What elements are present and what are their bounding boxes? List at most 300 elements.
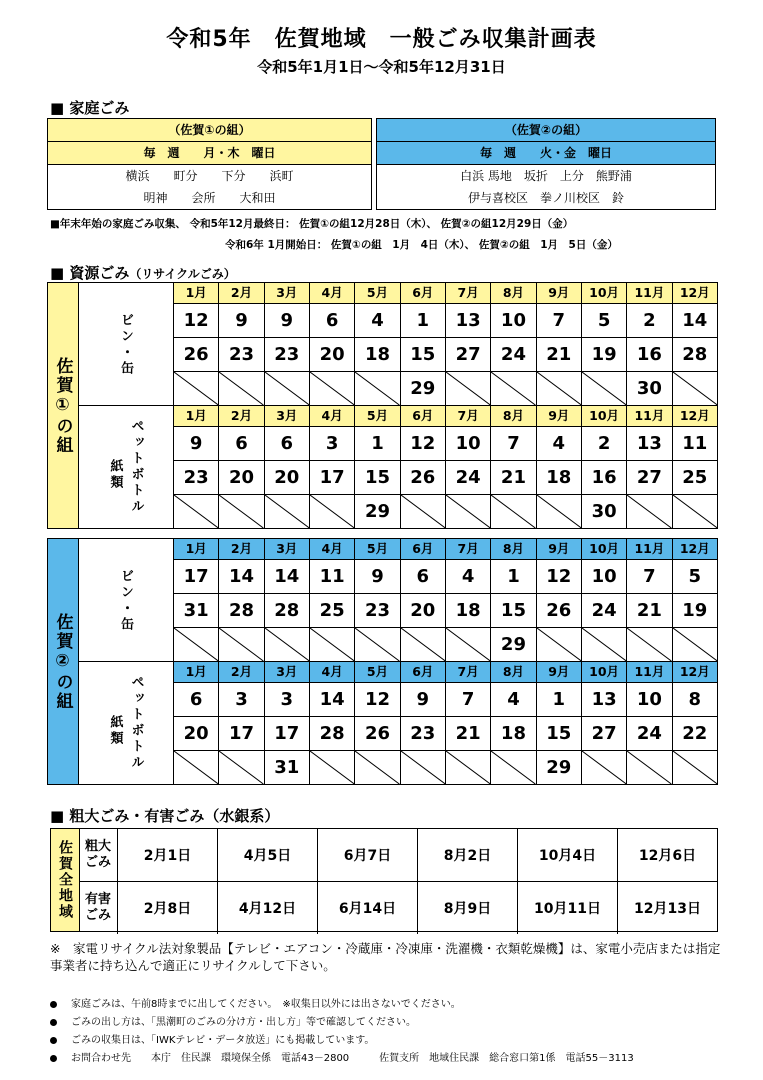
month-header: 9月 — [536, 406, 581, 426]
empty-cell — [581, 750, 626, 784]
hazardous-row-label: 有害ごみ — [84, 892, 111, 923]
month-header: 7月 — [445, 539, 490, 559]
bulky-date: 8月9日 — [417, 882, 517, 934]
collection-date: 19 — [581, 337, 626, 371]
collection-date: 28 — [218, 593, 263, 627]
month-header: 2月 — [218, 283, 263, 303]
bullet-dot-icon — [50, 1019, 57, 1026]
info-bullet — [50, 995, 461, 1010]
collection-date: 24 — [626, 716, 671, 750]
hazardous-row — [79, 881, 717, 934]
collection-date: 29 — [354, 494, 399, 528]
month-header: 3月 — [264, 662, 309, 682]
empty-cell — [218, 494, 263, 528]
household-heading: ■ 家庭ごみ — [50, 99, 130, 117]
slash-mark — [401, 628, 445, 661]
slash-mark — [582, 751, 626, 784]
month-header: 6月 — [400, 283, 445, 303]
info-bullet — [50, 1049, 634, 1064]
month-header: 5月 — [354, 283, 399, 303]
slash-mark — [673, 628, 717, 661]
bulky-date: 2月8日 — [117, 882, 217, 934]
category-pet-label: ペットボトル — [128, 675, 144, 771]
slash-mark — [582, 628, 626, 661]
collection-date: 7 — [626, 559, 671, 593]
collection-date: 8 — [672, 682, 717, 716]
empty-cell — [445, 627, 490, 661]
section-divider — [78, 661, 717, 662]
collection-date: 30 — [626, 371, 671, 405]
bullet-dot-icon — [50, 1055, 57, 1062]
empty-cell — [445, 750, 490, 784]
bulky-date: 2月1日 — [117, 829, 217, 881]
collection-date: 24 — [490, 337, 535, 371]
collection-date: 2 — [626, 303, 671, 337]
collection-date: 16 — [581, 460, 626, 494]
month-header: 7月 — [445, 283, 490, 303]
collection-date: 2 — [581, 426, 626, 460]
empty-cell — [309, 750, 354, 784]
empty-cell — [445, 371, 490, 405]
empty-cell — [672, 371, 717, 405]
collection-date: 29 — [536, 750, 581, 784]
empty-cell — [536, 627, 581, 661]
collection-date: 20 — [400, 593, 445, 627]
slash-mark — [219, 751, 263, 784]
date-row — [174, 371, 717, 405]
category-paper-label: 紙類 — [107, 715, 123, 747]
collection-date: 17 — [174, 559, 218, 593]
bullet-dot-icon — [50, 1001, 57, 1008]
empty-cell — [536, 494, 581, 528]
collection-date: 19 — [672, 593, 717, 627]
empty-cell — [672, 494, 717, 528]
month-header: 4月 — [309, 662, 354, 682]
month-header: 5月 — [354, 539, 399, 559]
group1-days: 毎 週 月・木 曜日 — [48, 142, 371, 165]
collection-date: 13 — [626, 426, 671, 460]
slash-mark — [446, 751, 490, 784]
collection-date: 3 — [218, 682, 263, 716]
slash-mark — [174, 628, 218, 661]
bulky-row-label: 粗大ごみ — [84, 839, 111, 870]
collection-date: 4 — [445, 559, 490, 593]
month-header: 11月 — [626, 283, 671, 303]
month-header: 12月 — [672, 662, 717, 682]
month-header: 10月 — [581, 539, 626, 559]
category-paper-label: 紙類 — [107, 459, 123, 491]
collection-date: 24 — [581, 593, 626, 627]
month-header-row — [174, 283, 717, 304]
slash-mark — [219, 495, 263, 528]
month-header: 8月 — [490, 283, 535, 303]
month-header: 4月 — [309, 283, 354, 303]
empty-cell — [626, 750, 671, 784]
info-bullet — [50, 1031, 374, 1046]
empty-cell — [264, 494, 309, 528]
month-header: 8月 — [490, 539, 535, 559]
slash-mark — [582, 372, 626, 405]
collection-date: 28 — [672, 337, 717, 371]
slash-mark — [673, 495, 717, 528]
collection-date: 26 — [354, 716, 399, 750]
empty-cell — [218, 371, 263, 405]
empty-cell — [174, 371, 218, 405]
collection-date: 9 — [218, 303, 263, 337]
group2-name: （佐賀②の組） — [377, 119, 715, 142]
collection-date: 10 — [626, 682, 671, 716]
month-header: 9月 — [536, 539, 581, 559]
collection-date: 20 — [309, 337, 354, 371]
slash-mark — [310, 628, 354, 661]
collection-date: 17 — [309, 460, 354, 494]
collection-date: 25 — [309, 593, 354, 627]
slash-mark — [491, 372, 535, 405]
slash-mark — [491, 495, 535, 528]
collection-date: 14 — [264, 559, 309, 593]
month-header: 1月 — [185, 285, 207, 300]
empty-cell — [400, 627, 445, 661]
month-header-row — [174, 539, 717, 560]
collection-date: 28 — [309, 716, 354, 750]
collection-date: 7 — [536, 303, 581, 337]
group1-areas-line1: 横浜 町分 下分 浜町 — [48, 165, 371, 187]
collection-date: 7 — [490, 426, 535, 460]
collection-date: 22 — [672, 716, 717, 750]
group1-areas-line2: 明神 会所 大和田 — [48, 187, 371, 209]
newyear-note: 令和6年 1月開始日： 佐賀①の組 1月 4日（木）、 佐賀②の組 1月 5日（金） — [225, 239, 618, 251]
collection-date: 1 — [490, 559, 535, 593]
bulky-date: 12月13日 — [617, 882, 717, 934]
page-subtitle: 令和5年1月1日～令和5年12月31日 — [257, 58, 506, 76]
slash-mark — [219, 628, 263, 661]
collection-date: 11 — [309, 559, 354, 593]
month-header: 1月 — [185, 664, 207, 679]
collection-date: 21 — [626, 593, 671, 627]
date-row — [174, 494, 717, 528]
month-header-row — [174, 406, 717, 427]
collection-date: 20 — [174, 716, 218, 750]
collection-date: 23 — [400, 716, 445, 750]
collection-date: 6 — [174, 682, 218, 716]
collection-date: 23 — [218, 337, 263, 371]
category-bottles-cans: ビン・缶 — [78, 283, 174, 406]
bulky-date: 6月14日 — [317, 882, 417, 934]
collection-date: 5 — [672, 559, 717, 593]
empty-cell — [354, 627, 399, 661]
collection-date: 30 — [581, 494, 626, 528]
slash-mark — [627, 495, 671, 528]
month-header: 12月 — [672, 539, 717, 559]
empty-cell — [174, 494, 218, 528]
slash-mark — [174, 495, 218, 528]
bulky-row — [79, 829, 717, 881]
slash-mark — [219, 372, 263, 405]
collection-date: 18 — [536, 460, 581, 494]
empty-cell — [626, 494, 671, 528]
collection-date: 4 — [354, 303, 399, 337]
bulky-date: 12月6日 — [617, 829, 717, 881]
month-header: 1月 — [185, 408, 207, 423]
empty-cell — [490, 494, 535, 528]
month-header: 11月 — [626, 539, 671, 559]
slash-mark — [446, 372, 490, 405]
collection-date: 21 — [445, 716, 490, 750]
collection-date: 20 — [264, 460, 309, 494]
collection-date: 24 — [445, 460, 490, 494]
collection-date: 27 — [626, 460, 671, 494]
collection-date: 4 — [536, 426, 581, 460]
bullet-text: お問合わせ先 本庁 住民課 環境保全係 電話43－2800 佐賀支所 地域住民課 総合窓口第1係 電話55－3113 — [71, 1053, 634, 1064]
collection-date: 26 — [400, 460, 445, 494]
collection-date: 10 — [445, 426, 490, 460]
collection-date: 28 — [264, 593, 309, 627]
date-row — [174, 682, 717, 716]
empty-cell — [218, 750, 263, 784]
bulky-table — [50, 828, 718, 932]
collection-date: 31 — [264, 750, 309, 784]
month-header: 11月 — [626, 662, 671, 682]
slash-mark — [174, 372, 218, 405]
collection-date: 10 — [581, 559, 626, 593]
collection-date: 23 — [264, 337, 309, 371]
empty-cell — [536, 371, 581, 405]
collection-date: 9 — [400, 682, 445, 716]
slash-mark — [537, 495, 581, 528]
month-header: 3月 — [264, 406, 309, 426]
slash-mark — [355, 751, 399, 784]
empty-cell — [264, 371, 309, 405]
slash-mark — [310, 372, 354, 405]
month-header: 5月 — [354, 662, 399, 682]
date-row — [174, 303, 717, 337]
recycle-group2-block — [47, 538, 718, 785]
bulky-date: 4月5日 — [217, 829, 317, 881]
collection-date: 1 — [354, 426, 399, 460]
slash-mark — [446, 495, 490, 528]
section-divider — [78, 405, 717, 406]
collection-date: 6 — [218, 426, 263, 460]
slash-mark — [446, 628, 490, 661]
empty-cell — [309, 627, 354, 661]
collection-date: 6 — [400, 559, 445, 593]
month-header: 5月 — [354, 406, 399, 426]
bulky-date: 8月2日 — [417, 829, 517, 881]
collection-date: 12 — [400, 426, 445, 460]
month-header: 8月 — [490, 662, 535, 682]
collection-date: 26 — [174, 337, 218, 371]
collection-date: 25 — [672, 460, 717, 494]
category-pet-paper — [78, 662, 174, 784]
slash-mark — [537, 372, 581, 405]
slash-mark — [673, 751, 717, 784]
empty-cell — [354, 371, 399, 405]
group1-name: （佐賀①の組） — [48, 119, 371, 142]
slash-mark — [401, 751, 445, 784]
slash-mark — [355, 628, 399, 661]
slash-mark — [310, 495, 354, 528]
month-header: 6月 — [400, 539, 445, 559]
appliance-footnote: ※ 家電リサイクル法対象製品【テレビ・エアコン・冷蔵庫・冷凍庫・洗濯機・衣類乾燥機】は、家電小売店または指定事業者に持ち込んで適正にリサイクルして下さい。 — [50, 941, 721, 973]
collection-date: 14 — [218, 559, 263, 593]
collection-date: 18 — [354, 337, 399, 371]
month-header: 12月 — [672, 283, 717, 303]
collection-date: 15 — [490, 593, 535, 627]
collection-date: 18 — [445, 593, 490, 627]
empty-cell — [218, 627, 263, 661]
bulky-date: 10月11日 — [517, 882, 617, 934]
slash-mark — [265, 495, 309, 528]
bullet-dot-icon — [50, 1037, 57, 1044]
date-row — [174, 716, 717, 750]
collection-date: 16 — [626, 337, 671, 371]
category-pet-paper — [78, 406, 174, 528]
empty-cell — [174, 627, 218, 661]
bullet-text: 家庭ごみは、午前8時までに出してください。 ※収集日以外には出さないでください。 — [71, 999, 461, 1010]
recycle-group1-block — [47, 282, 718, 529]
collection-date: 3 — [264, 682, 309, 716]
collection-date: 27 — [581, 716, 626, 750]
month-header: 9月 — [536, 283, 581, 303]
slash-mark — [310, 751, 354, 784]
collection-date: 18 — [490, 716, 535, 750]
month-header: 3月 — [264, 283, 309, 303]
month-header: 9月 — [536, 662, 581, 682]
month-header: 10月 — [581, 662, 626, 682]
empty-cell — [672, 750, 717, 784]
bulky-date: 4月12日 — [217, 882, 317, 934]
collection-date: 1 — [536, 682, 581, 716]
date-row — [174, 627, 717, 661]
group2-days: 毎 週 火・金 曜日 — [377, 142, 715, 165]
month-header: 4月 — [309, 406, 354, 426]
yearend-note: ■年末年始の家庭ごみ収集、 令和5年12月最終日： 佐賀①の組12月28日（木）、 佐賀②の組12月29日（金） — [50, 218, 574, 230]
collection-date: 21 — [536, 337, 581, 371]
date-row — [174, 426, 717, 460]
collection-date: 4 — [490, 682, 535, 716]
month-header: 3月 — [264, 539, 309, 559]
date-row — [174, 337, 717, 371]
collection-date: 9 — [264, 303, 309, 337]
recycle-group1-label: 佐賀①の組 — [48, 283, 79, 528]
collection-date: 12 — [174, 303, 218, 337]
month-header: 7月 — [445, 662, 490, 682]
slash-mark — [401, 495, 445, 528]
month-header: 4月 — [309, 539, 354, 559]
date-row — [174, 750, 717, 784]
collection-date: 27 — [445, 337, 490, 371]
month-header: 10月 — [581, 406, 626, 426]
collection-date: 10 — [490, 303, 535, 337]
empty-cell — [626, 627, 671, 661]
info-bullet — [50, 1013, 416, 1028]
date-row — [174, 559, 717, 593]
bulky-group-label: 佐賀全地域 — [51, 829, 80, 931]
slash-mark — [537, 628, 581, 661]
collection-date: 23 — [174, 460, 218, 494]
empty-cell — [400, 750, 445, 784]
collection-date: 13 — [581, 682, 626, 716]
empty-cell — [581, 371, 626, 405]
collection-date: 26 — [536, 593, 581, 627]
slash-mark — [627, 628, 671, 661]
collection-date: 29 — [400, 371, 445, 405]
recycle-group2-label: 佐賀②の組 — [48, 539, 79, 784]
slash-mark — [673, 372, 717, 405]
month-header: 2月 — [218, 539, 263, 559]
collection-date: 29 — [490, 627, 535, 661]
household-group2 — [376, 118, 716, 210]
empty-cell — [400, 494, 445, 528]
collection-date: 9 — [354, 559, 399, 593]
category-pet-label: ペットボトル — [128, 419, 144, 515]
date-row — [174, 593, 717, 627]
month-header: 10月 — [581, 283, 626, 303]
bulky-date: 10月4日 — [517, 829, 617, 881]
collection-date: 7 — [445, 682, 490, 716]
month-header: 12月 — [672, 406, 717, 426]
empty-cell — [264, 627, 309, 661]
collection-date: 11 — [672, 426, 717, 460]
empty-cell — [309, 494, 354, 528]
month-header: 6月 — [400, 406, 445, 426]
group2-areas-line2: 伊与喜校区 拳ノ川校区 鈴 — [377, 187, 715, 209]
bullet-text: ごみの出し方は、「黒潮町のごみの分け方・出し方」等で確認してください。 — [71, 1017, 416, 1028]
collection-date: 21 — [490, 460, 535, 494]
empty-cell — [354, 750, 399, 784]
collection-date: 14 — [309, 682, 354, 716]
empty-cell — [490, 371, 535, 405]
bullet-text: ごみの収集日は、「IWKテレビ・データ放送」にも掲載しています。 — [71, 1035, 375, 1046]
month-header-row — [174, 662, 717, 683]
collection-date: 23 — [354, 593, 399, 627]
collection-date: 9 — [174, 426, 218, 460]
collection-date: 15 — [536, 716, 581, 750]
collection-date: 12 — [354, 682, 399, 716]
bulky-date: 6月7日 — [317, 829, 417, 881]
slash-mark — [265, 628, 309, 661]
collection-date: 14 — [672, 303, 717, 337]
collection-date: 6 — [309, 303, 354, 337]
date-row — [174, 460, 717, 494]
empty-cell — [445, 494, 490, 528]
empty-cell — [490, 750, 535, 784]
collection-date: 12 — [536, 559, 581, 593]
empty-cell — [174, 750, 218, 784]
collection-date: 17 — [218, 716, 263, 750]
month-header: 7月 — [445, 406, 490, 426]
collection-date: 3 — [309, 426, 354, 460]
month-header: 8月 — [490, 406, 535, 426]
collection-date: 15 — [400, 337, 445, 371]
empty-cell — [581, 627, 626, 661]
collection-date: 15 — [354, 460, 399, 494]
household-group1 — [47, 118, 372, 210]
month-header: 1月 — [185, 541, 207, 556]
collection-date: 5 — [581, 303, 626, 337]
collection-date: 13 — [445, 303, 490, 337]
slash-mark — [491, 751, 535, 784]
slash-mark — [355, 372, 399, 405]
collection-date: 6 — [264, 426, 309, 460]
slash-mark — [174, 751, 218, 784]
collection-date: 20 — [218, 460, 263, 494]
bulky-heading: ■ 粗大ごみ・有害ごみ（水銀系） — [50, 807, 280, 825]
collection-date: 1 — [400, 303, 445, 337]
slash-mark — [627, 751, 671, 784]
recycle-heading-note: （リサイクルごみ） — [129, 267, 236, 281]
slash-mark — [265, 372, 309, 405]
